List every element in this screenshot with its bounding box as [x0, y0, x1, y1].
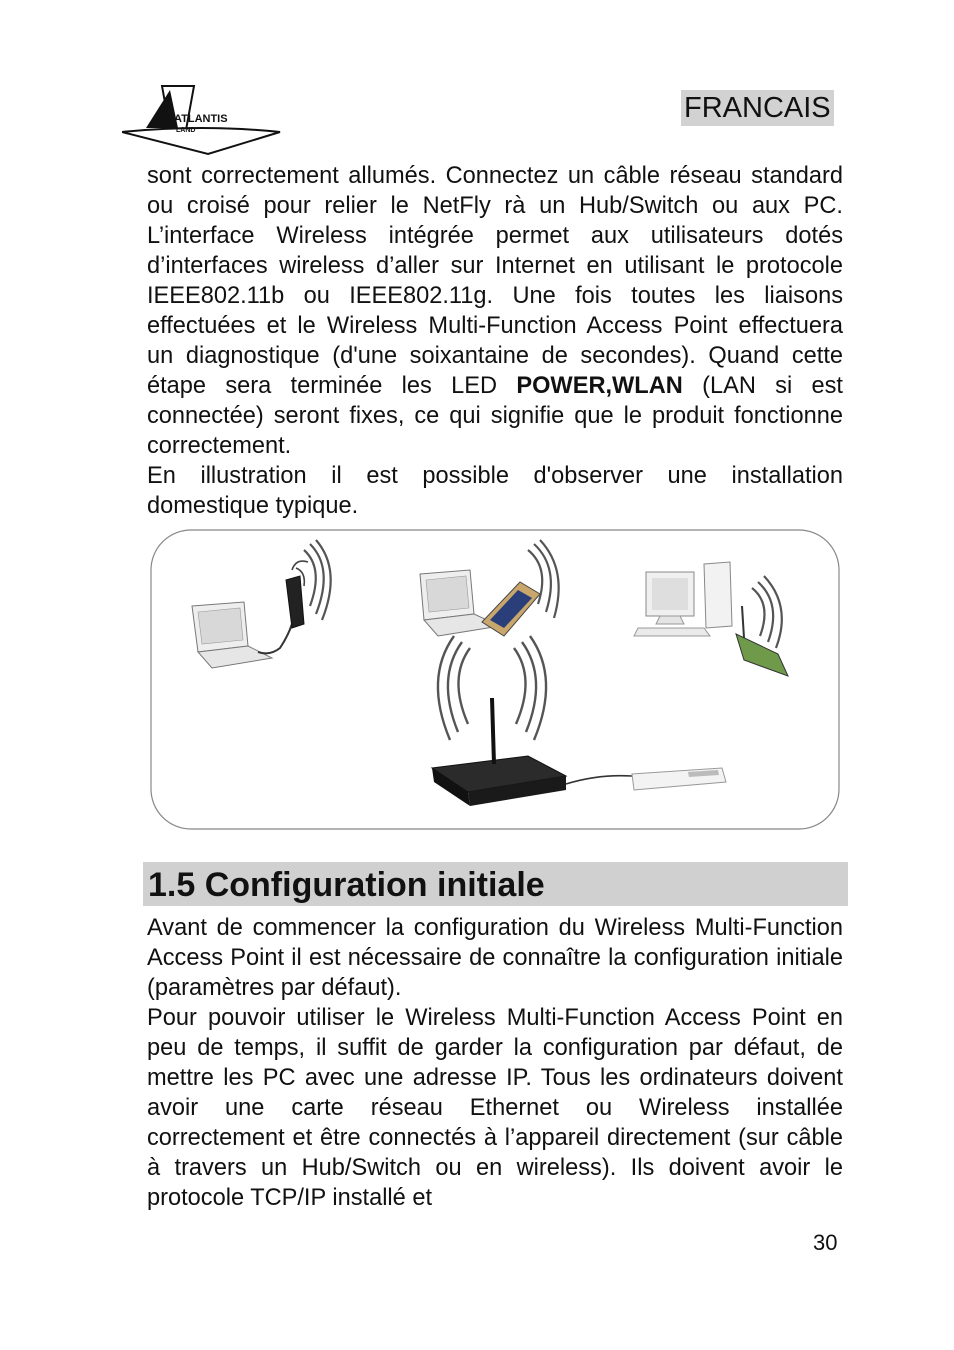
section-paragraph-2: Pour pouvoir utiliser le Wireless Multi-Function Access Point en peu de temps, il suffit de garder la configuration par défaut, de mettre les PC avec une adresse IP. Tous les ordinateurs doivent avoir une carte réseau Ethernet ou Wireless installée correctement et être connectés à l’appareil directement (sur câble à travers un Hub/Switch ou en wireless). Ils doivent avoir le protocole TCP/IP installé et [147, 1005, 843, 1211]
page-number: 30 [813, 1230, 838, 1255]
network-illustration [148, 528, 842, 831]
language-label: FRANCAIS [681, 90, 834, 126]
intro-text-part2: (LAN si est connectée) seront fixes, ce qui signifie que le produit fonctionne correctement. [147, 373, 843, 459]
intro-text-part1: sont correctement allumés. Connectez un câble réseau standard ou croisé pour relier le NetFly rà un Hub/Switch ou aux PC. L’interface Wireless intégrée permet aux utilisateurs dotés d’interfaces wireless d’aller sur Internet en utilisant le protocole IEEE802.11b ou IEEE802.11g. Une fois toutes les liaisons effectuées et le Wireless Multi-Function Access Point effectuera un diagnostique (d'une soixantaine de secondes). Quand cette étape sera terminée les LED [147, 163, 843, 399]
logo-text: ATLANTIS [174, 113, 228, 125]
logo-subtext: LAND [176, 127, 196, 134]
section-paragraph [147, 913, 843, 1213]
section-title: 1.5 Configuration initiale [143, 862, 848, 906]
section-paragraph-1: Avant de commencer la configuration du Wireless Multi-Function Access Point il est nécessaire de connaître la configuration initiale (paramètres par défaut). [147, 915, 843, 1001]
illustration-note: En illustration il est possible d'observer une installation domestique typique. [147, 463, 843, 519]
intro-paragraph [147, 161, 843, 521]
led-names: POWER,WLAN [516, 373, 683, 399]
atlantis-land-logo [122, 84, 282, 156]
